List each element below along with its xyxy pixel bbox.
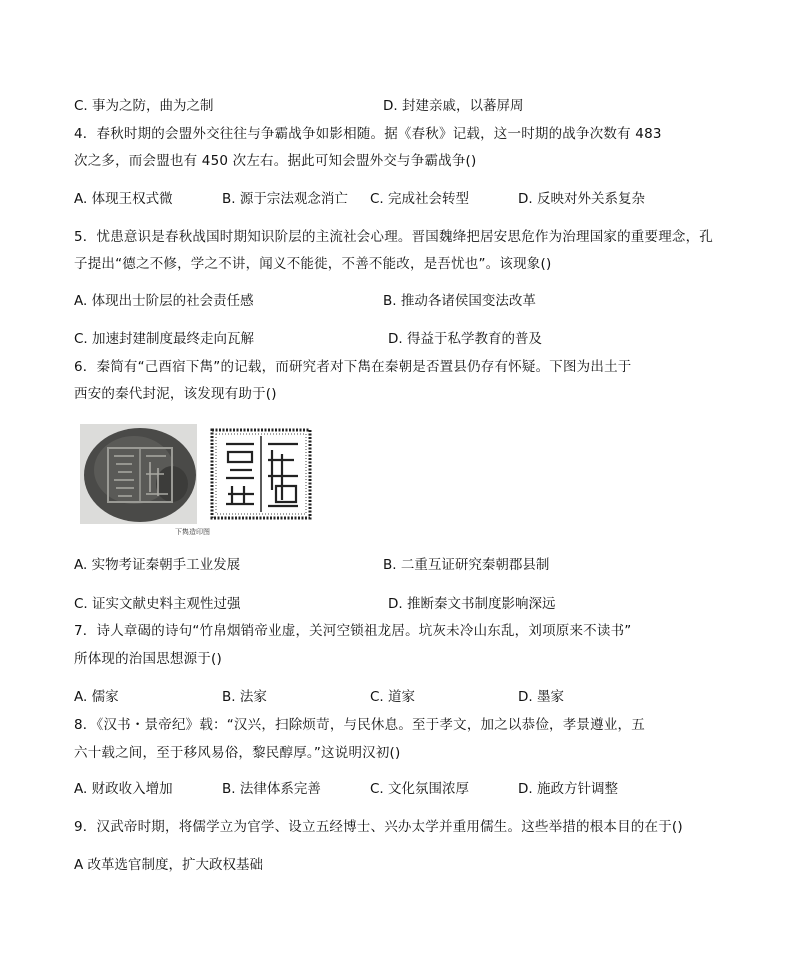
q4-option-d: D. 反映对外关系复杂 (518, 191, 645, 207)
q5-option-b: B. 推动各诸侯国变法改革 (383, 293, 536, 309)
q8-stem-line2: 六十载之间，至于移风易俗，黎民醇厚。”这说明汉初() (74, 745, 401, 761)
q6-stem-line1: 6．秦简有“己酉宿下雋”的记载，而研究者对下雋在秦朝是否置县仍存有怀疑。下图为出土于 (74, 359, 632, 375)
q6-option-c: C. 证实文献史料主观性过强 (74, 596, 241, 612)
q4-stem-line1: 4．春秋时期的会盟外交往往与争霸战争如影相随。据《春秋》记载，这一时期的战争次数有 483 (74, 126, 662, 142)
q4-stem-line2: 次之多，而会盟也有 450 次左右。据此可知会盟外交与争霸战争() (74, 153, 477, 169)
q9-stem-line1: 9．汉武帝时期，将儒学立为官学、设立五经博士、兴办太学并重用儒生。这些举措的根本目的在于() (74, 819, 683, 835)
q8-stem-line1: 8．《汉书・景帝纪》载：“汉兴，扫除烦苛，与民休息。至于孝文，加之以恭俭，孝景遵业，五 (74, 717, 645, 733)
q6-stem-line2: 西安的秦代封泥，该发现有助于() (74, 386, 277, 402)
q4-option-b: B. 源于宗法观念消亡 (222, 191, 348, 207)
q3-option-c: C. 事为之防，曲为之制 (74, 98, 214, 114)
q5-option-c: C. 加速封建制度最终走向瓦解 (74, 331, 255, 347)
q7-stem-line1: 7．诗人章碣的诗句“竹帛烟销帝业虚，关河空锁祖龙居。坑灰未冷山东乱，刘项原来不读书” (74, 623, 632, 639)
q5-stem-line2: 子提出“德之不修，学之不讲，闻义不能徙，不善不能改，是吾忧也”。该现象() (74, 256, 552, 272)
q5-option-a: A. 体现出士阶层的社会责任感 (74, 293, 254, 309)
seal-photo-image (80, 424, 197, 524)
q8-option-b: B. 法律体系完善 (222, 781, 321, 797)
q9-option-a: A 改革选官制度，扩大政权基础 (74, 857, 264, 873)
q7-option-d: D. 墨家 (518, 689, 564, 705)
seal-rubbing-image (206, 424, 316, 524)
q6-option-a: A. 实物考证秦朝手工业发展 (74, 557, 241, 573)
q8-option-a: A. 财政收入增加 (74, 781, 173, 797)
figure-caption: 下雋造印图 (175, 528, 210, 536)
q8-option-c: C. 文化氛围浓厚 (370, 781, 470, 797)
q6-option-d: D. 推断秦文书制度影响深远 (388, 596, 556, 612)
q4-option-a: A. 体现王权式微 (74, 191, 173, 207)
q6-option-b: B. 二重互证研究秦朝郡县制 (383, 557, 550, 573)
q5-stem-line1: 5．忧患意识是春秋战国时期知识阶层的主流社会心理。晋国魏绛把居安思危作为治理国家的重要理念，孔 (74, 229, 713, 245)
q7-option-b: B. 法家 (222, 689, 267, 705)
q5-option-d: D. 得益于私学教育的普及 (388, 331, 542, 347)
q7-stem-line2: 所体现的治国思想源于() (74, 651, 222, 667)
q4-option-c: C. 完成社会转型 (370, 191, 470, 207)
q7-option-a: A. 儒家 (74, 689, 119, 705)
q3-option-d: D. 封建亲戚，以蕃屏周 (383, 98, 524, 114)
q8-option-d: D. 施政方针调整 (518, 781, 618, 797)
q7-option-c: C. 道家 (370, 689, 416, 705)
